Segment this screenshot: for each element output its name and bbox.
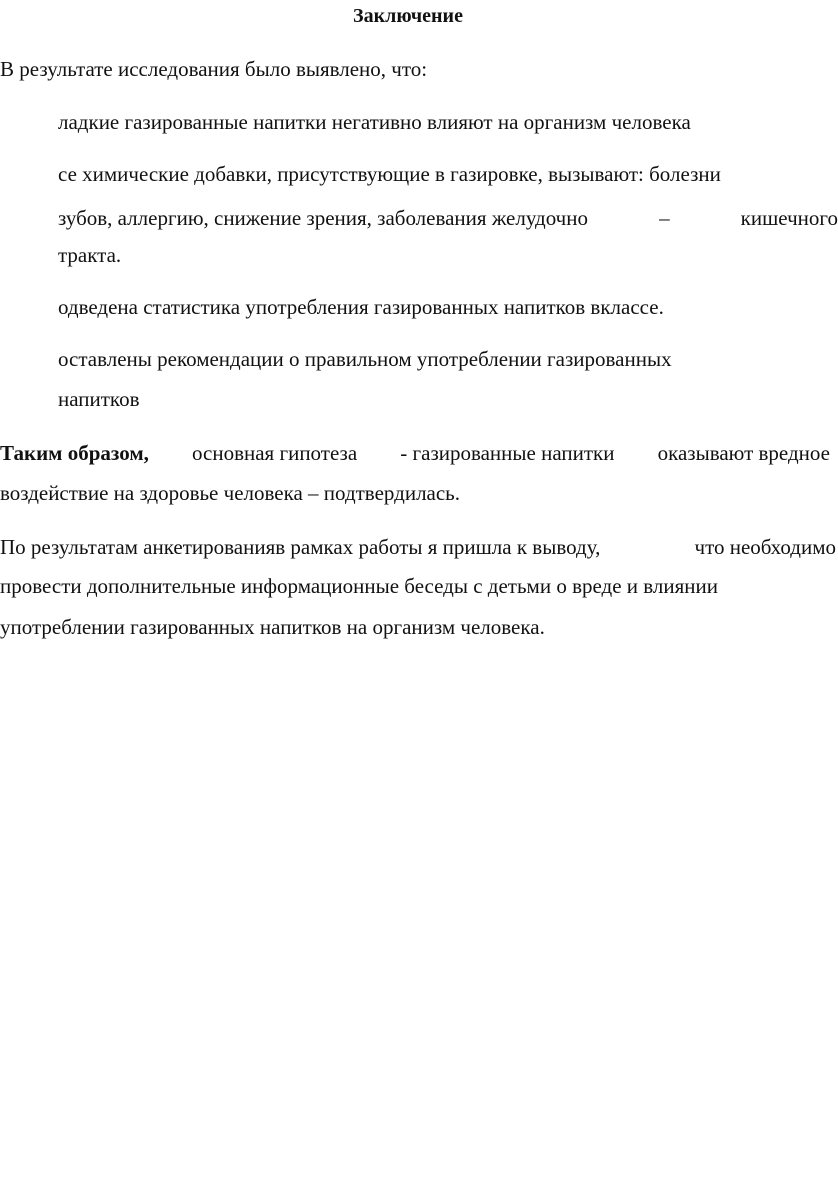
finding-item-2-line-2-part-a: зубов, аллергию, снижение зрения, заболевания желудочно bbox=[58, 206, 588, 230]
finding-item-3: одведена статистика употребления газированных напитков вклассе. bbox=[58, 295, 664, 319]
survey-line-1-part-b: что необходимо bbox=[694, 535, 836, 559]
finding-item-4-line-2: напитков bbox=[58, 387, 140, 411]
finding-item-2-line-2 bbox=[58, 208, 838, 229]
conclusion-line-1 bbox=[0, 443, 830, 464]
conclusion-line-2: воздействие на здоровье человека – подтвердилась. bbox=[0, 481, 461, 505]
finding-item-4-line-1: оставлены рекомендации о правильном употреблении газированных bbox=[58, 347, 672, 371]
finding-item-1: ладкие газированные напитки негативно влияют на организм человека bbox=[58, 110, 691, 134]
conclusion-line-1-part-a: основная гипотеза bbox=[192, 441, 358, 465]
finding-item-2-line-2-dash: – bbox=[659, 206, 670, 230]
intro-text: В результате исследования было выявлено, что: bbox=[0, 57, 428, 81]
conclusion-line-1-part-c: оказывают вредное bbox=[657, 441, 830, 465]
conclusion-lead: Таким образом, bbox=[0, 441, 149, 465]
survey-line-1-part-a: По результатам анкетированияв рамках работы я пришла к выводу, bbox=[0, 535, 601, 559]
finding-item-2-line-3: тракта. bbox=[58, 243, 122, 267]
conclusion-line-1-part-b: - газированные напитки bbox=[400, 441, 615, 465]
survey-line-1 bbox=[0, 537, 836, 558]
survey-line-2: провести дополнительные информационные беседы с детьми о вреде и влиянии bbox=[0, 574, 719, 598]
finding-item-2-line-1: се химические добавки, присутствующие в газировке, вызывают: болезни bbox=[58, 162, 721, 186]
page-title: Заключение bbox=[353, 5, 463, 27]
finding-item-2-line-2-part-c: кишечного bbox=[740, 206, 838, 230]
survey-line-3: употреблении газированных напитков на организм человека. bbox=[0, 615, 545, 639]
